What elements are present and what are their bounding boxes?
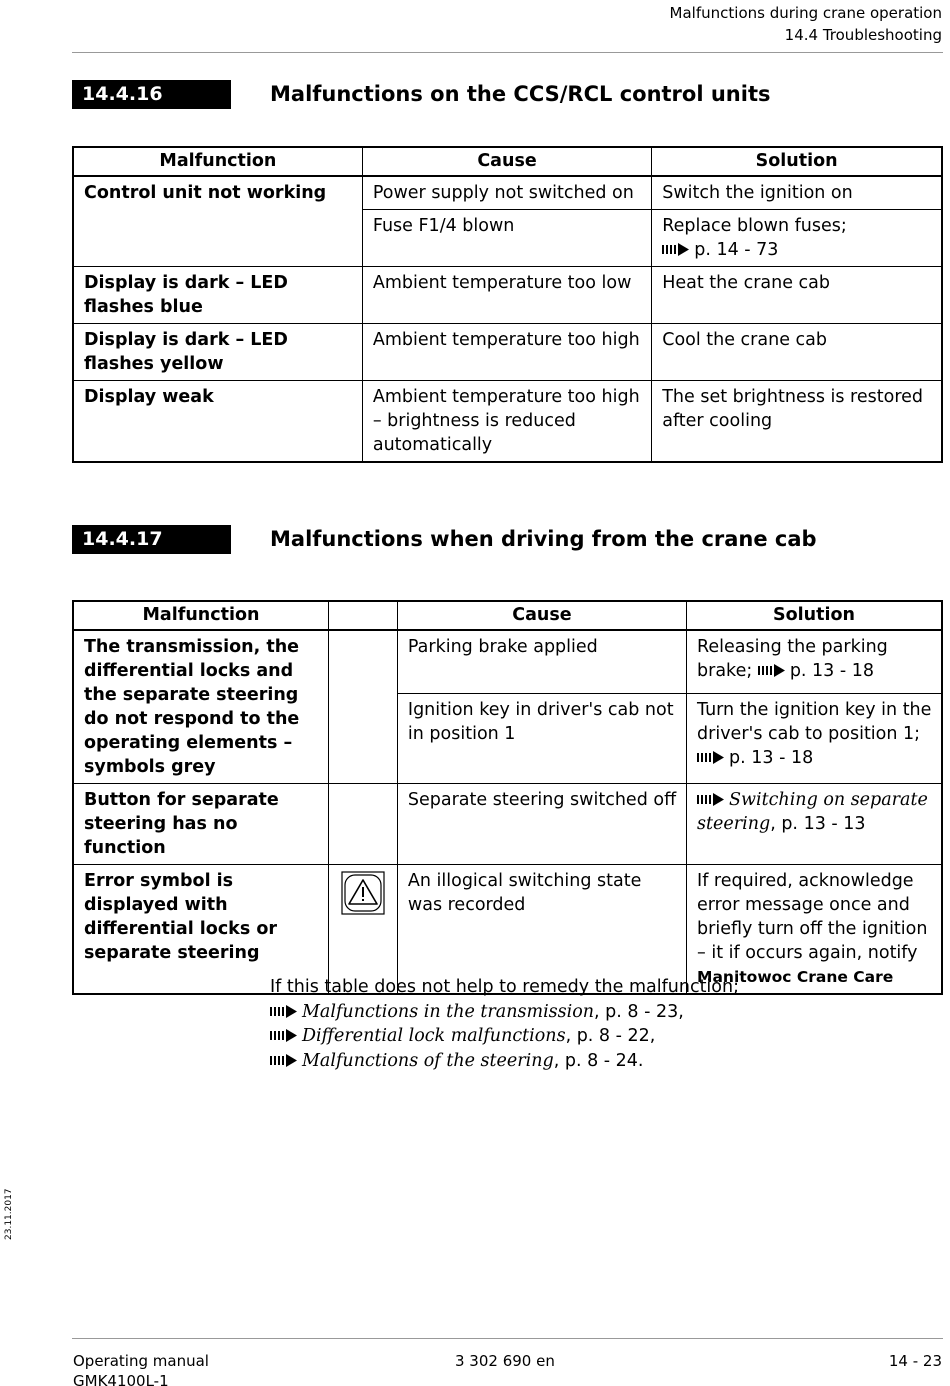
icon-cell (329, 630, 398, 784)
malfunction-cell: Error symbol is displayed with differential locks or separate steering (73, 865, 329, 995)
cause-cell: Ignition key in driver's cab not in position 1 (397, 694, 686, 784)
table-row (73, 324, 942, 381)
table-header-row (73, 147, 942, 176)
footer-rule (72, 1338, 943, 1339)
cross-reference[interactable] (697, 790, 928, 834)
table-row (73, 784, 942, 865)
malfunction-cell: The transmission, the differential locks and the separate steering do not respond to the operating elements – symbols grey (73, 630, 329, 784)
malfunction-cell: Display is dark – LED flashes yellow (73, 324, 362, 381)
table-row (73, 176, 942, 210)
reference-arrow-icon (758, 664, 785, 677)
cross-reference-title: Malfunctions of the steering (302, 1050, 554, 1071)
solution-cell: Switch the ignition on (652, 176, 942, 210)
reference-arrow-icon (270, 1054, 297, 1067)
icon-cell (329, 784, 398, 865)
page-reference-text: , p. 8 - 23, (594, 1001, 684, 1022)
cause-cell: Fuse F1/4 blown (362, 210, 651, 267)
solution-cell: The set brightness is restored after cooling (652, 381, 942, 463)
cause-cell: Power supply not switched on (362, 176, 651, 210)
page-reference-text: p. 13 - 18 (789, 661, 875, 681)
column-header: Solution (687, 601, 942, 630)
column-header-icon (329, 601, 398, 630)
solution-cell (687, 630, 942, 694)
header-section: 14.4 Troubleshooting (784, 26, 942, 44)
cross-reference[interactable] (270, 1000, 739, 1025)
footer-page-number: 14 - 23 (888, 1352, 942, 1370)
page-reference-text: p. 13 - 18 (729, 748, 814, 769)
ccs-rcl-malfunction-table (72, 146, 943, 463)
solution-text: If required, acknowledge error message once and briefly turn off the ignition – it if occurs again, notify (697, 871, 928, 963)
reference-arrow-icon (270, 1029, 297, 1042)
solution-cell (652, 210, 942, 267)
cause-cell: Ambient temperature too low (362, 267, 651, 324)
table-header-row (73, 601, 942, 630)
solution-text: Releasing the parking brake; (697, 637, 888, 681)
solution-cell: Heat the crane cab (652, 267, 942, 324)
malfunction-cell: Control unit not working (73, 176, 362, 267)
solution-text: Replace blown fuses; (662, 216, 847, 236)
crane-cab-driving-malfunction-table (72, 600, 943, 995)
reference-arrow-icon (270, 1005, 297, 1018)
footer-left (73, 1351, 209, 1386)
solution-cell (687, 694, 942, 784)
note-intro: If this table does not help to remedy the malfunction; (270, 977, 739, 997)
reference-arrow-icon (697, 793, 724, 806)
page-reference[interactable] (662, 238, 935, 262)
contact-name: Manitowoc Crane Care (697, 968, 894, 986)
section-number-17: 14.4.17 (72, 525, 231, 554)
header-chapter: Malfunctions during crane operation (669, 4, 942, 22)
cross-reference-title: Malfunctions in the transmission (302, 1001, 595, 1022)
revision-date: 23.11.2017 (4, 1188, 14, 1240)
page-reference[interactable] (697, 748, 813, 768)
remedy-note (270, 975, 739, 1073)
column-header: Cause (397, 601, 686, 630)
page-reference-text: , p. 8 - 24. (553, 1050, 644, 1071)
cause-cell: An illogical switching state was recorded (397, 865, 686, 995)
cause-cell: Ambient temperature too high (362, 324, 651, 381)
reference-arrow-icon (662, 243, 689, 256)
warning-triangle-icon (341, 871, 385, 915)
cross-reference[interactable] (270, 1049, 739, 1074)
footer-document-number: 3 302 690 en (455, 1352, 555, 1370)
page-reference-text: p. 14 - 73 (694, 240, 779, 260)
reference-arrow-icon (697, 751, 724, 764)
malfunction-cell: Display weak (73, 381, 362, 463)
footer-manual-type: Operating manual (73, 1352, 209, 1370)
cross-reference[interactable] (270, 1024, 739, 1049)
table-row (73, 630, 942, 694)
column-header: Malfunction (73, 601, 329, 630)
section-number-16: 14.4.16 (72, 80, 231, 109)
solution-cell: Cool the crane cab (652, 324, 942, 381)
header-rule (72, 52, 943, 53)
page-reference[interactable] (758, 661, 874, 681)
cause-cell: Separate steering switched off (397, 784, 686, 865)
malfunction-cell: Display is dark – LED flashes blue (73, 267, 362, 324)
page-reference-text: , p. 13 - 13 (770, 814, 866, 834)
cross-reference-title: Differential lock malfunctions (302, 1026, 566, 1046)
table-row (73, 381, 942, 463)
cause-cell: Parking brake applied (397, 630, 686, 694)
section-title-16: Malfunctions on the CCS/RCL control units (270, 82, 771, 106)
solution-text: Turn the ignition key in the driver's cab to position 1; (697, 700, 932, 745)
column-header: Cause (362, 147, 651, 176)
solution-cell (687, 784, 942, 865)
column-header: Solution (652, 147, 942, 176)
column-header: Malfunction (73, 147, 362, 176)
footer-model: GMK4100L-1 (73, 1372, 169, 1386)
section-title-17: Malfunctions when driving from the crane cab (270, 527, 817, 551)
page-header (670, 2, 942, 46)
table-row (73, 267, 942, 324)
cross-reference-title: Switching on separate steering (697, 790, 928, 834)
malfunction-cell: Button for separate steering has no function (73, 784, 329, 865)
cause-cell: Ambient temperature too high – brightness is reduced automatically (362, 381, 651, 463)
page-reference-text: , p. 8 - 22, (565, 1026, 656, 1046)
